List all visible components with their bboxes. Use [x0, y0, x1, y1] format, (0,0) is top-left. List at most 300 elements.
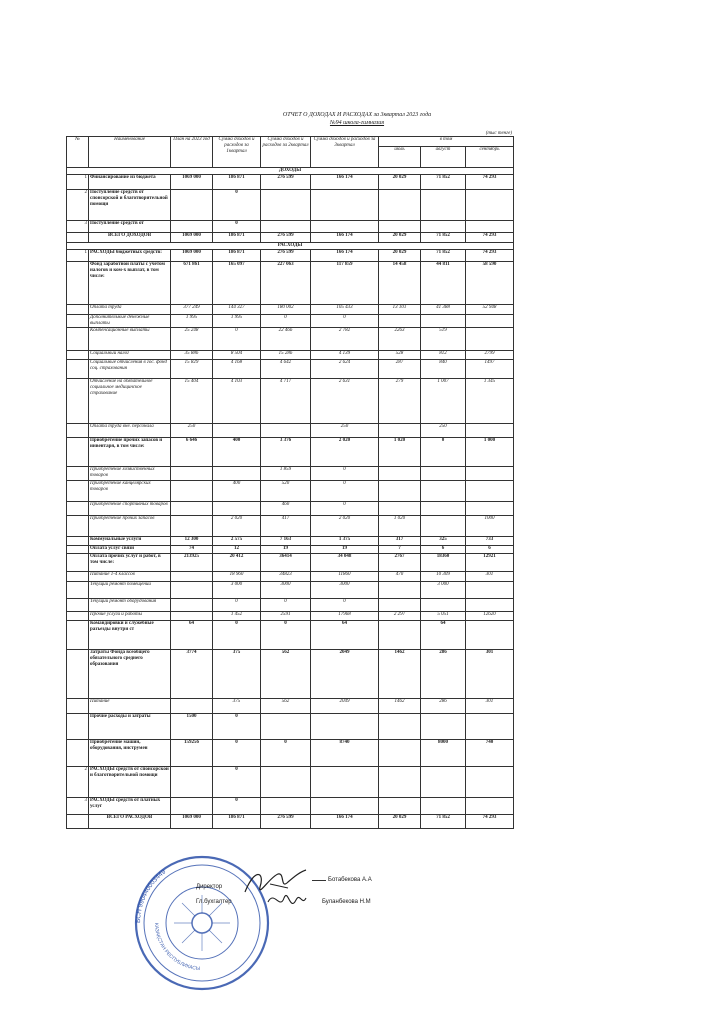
cell-sep: [466, 714, 514, 740]
table-row: [67, 438, 514, 467]
cell-aug: 18360: [421, 554, 466, 572]
cell-sep: [466, 767, 514, 798]
col-plan: План на 2023 год: [171, 137, 213, 168]
cell-name: РАСХОДЫ средств от платных услуг: [89, 798, 171, 815]
cell-no: [67, 650, 89, 699]
cell-q3: 2 020: [311, 438, 379, 467]
cell-q2: 4 642: [261, 360, 311, 379]
cell-name: Питание: [89, 699, 171, 714]
cell-no: [67, 481, 89, 502]
cell-q1: 375: [213, 699, 261, 714]
cell-sep: 733: [466, 537, 514, 546]
cell-no: 1: [67, 250, 89, 262]
cell-jul: 317: [379, 537, 421, 546]
signer-name-2: Буланбекова Н.М: [322, 899, 371, 905]
cell-no: [67, 516, 89, 537]
cell-name: Отчисление на обязательное социальное медицинское страхование: [89, 379, 171, 424]
cell-no: [67, 233, 89, 243]
cell-sep: [466, 190, 514, 221]
table-row: [67, 554, 514, 572]
cell-q1: 186 871: [213, 175, 261, 190]
cell-aug: [421, 599, 466, 612]
cell-q3: 0: [311, 599, 379, 612]
cell-aug: 286: [421, 699, 466, 714]
table-row: [67, 351, 514, 360]
cell-no: 3: [67, 221, 89, 233]
cell-q2: 460: [261, 502, 311, 516]
cell-plan: [171, 767, 213, 798]
cell-jul: [379, 767, 421, 798]
cell-aug: 41 388: [421, 305, 466, 315]
cell-q1: 400: [213, 481, 261, 502]
cell-sep: 74 293: [466, 815, 514, 829]
table-row: [67, 233, 514, 243]
cell-jul: [379, 740, 421, 767]
col-including: в том: [379, 137, 514, 147]
col-q1: Сумма доходов и расходов за 1квартал: [213, 137, 261, 168]
cell-plan: [171, 221, 213, 233]
table-row: [67, 328, 514, 351]
report-title: ОТЧЕТ О ДОХОДАХ И РАСХОДАХ за 3квартал 2023 года: [282, 112, 432, 118]
cell-aug: 1 007: [421, 379, 466, 424]
cell-q1: 4 103: [213, 379, 261, 424]
cell-name: Приобретение прочих запасов и инвентаря, в том числе:: [89, 438, 171, 467]
cell-q1: 0: [213, 714, 261, 740]
cell-jul: 528: [379, 351, 421, 360]
cell-q2: 15 286: [261, 351, 311, 360]
cell-q1: 2 020: [213, 516, 261, 537]
table-row: [67, 190, 514, 221]
cell-aug: 64: [421, 621, 466, 650]
section-income: [67, 168, 514, 175]
cell-q2: 2591: [261, 612, 311, 621]
cell-plan: 6 646: [171, 438, 213, 467]
cell-jul: 2 297: [379, 612, 421, 621]
cell-plan: 3774: [171, 650, 213, 699]
section-label: РАСХОДЫ: [67, 243, 514, 250]
report-subtitle: №94 школа-гимназия: [329, 120, 385, 126]
cell-no: [67, 262, 89, 305]
table-row: [67, 315, 514, 328]
cell-jul: [379, 502, 421, 516]
cell-sep: [466, 582, 514, 599]
cell-q3: [311, 714, 379, 740]
cell-aug: [421, 467, 466, 481]
cell-q1: 186 871: [213, 815, 261, 829]
cell-q2: 276 599: [261, 233, 311, 243]
cell-jul: 14 458: [379, 262, 421, 305]
cell-name: Текущий ремонт оборудования: [89, 599, 171, 612]
cell-q3: [311, 767, 379, 798]
cell-aug: 10 309: [421, 572, 466, 582]
cell-jul: [379, 714, 421, 740]
cell-name: Оплата услуг связи: [89, 546, 171, 554]
cell-name: РАСХОДЫ бюджетных средств:: [89, 250, 171, 262]
cell-no: [67, 546, 89, 554]
cell-name: Финансирование из бюджета: [89, 175, 171, 190]
cell-name: Приобретение машин, оборудования, инструмен: [89, 740, 171, 767]
cell-q2: [261, 767, 311, 798]
cell-name: Приобретение канцелярских товаров: [89, 481, 171, 502]
cell-q1: 186 871: [213, 233, 261, 243]
cell-name: Прочие услуги и работы: [89, 612, 171, 621]
cell-name: Приобретение прочих запасов: [89, 516, 171, 537]
table-row: [67, 815, 514, 829]
cell-jul: 1 020: [379, 438, 421, 467]
cell-aug: [421, 221, 466, 233]
cell-name: Компенсационные выплаты: [89, 328, 171, 351]
cell-q3: 2049: [311, 699, 379, 714]
cell-plan: 15 404: [171, 379, 213, 424]
cell-jul: [379, 481, 421, 502]
cell-jul: [379, 190, 421, 221]
cell-q2: 227 063: [261, 262, 311, 305]
cell-sep: 74 293: [466, 250, 514, 262]
cell-plan: 250: [171, 424, 213, 438]
cell-name: Фонд заработной платы с учетом налогов и ком-х выплат, в том числе:: [89, 262, 171, 305]
cell-jul: 20 029: [379, 250, 421, 262]
cell-jul: [379, 467, 421, 481]
cell-jul: 7: [379, 546, 421, 554]
cell-no: [67, 351, 89, 360]
cell-no: 2: [67, 190, 89, 221]
cell-q2: 1 859: [261, 467, 311, 481]
cell-q2: 0: [261, 315, 311, 328]
cell-q3: 2 624: [311, 360, 379, 379]
cell-plan: 1500: [171, 714, 213, 740]
cell-no: [67, 612, 89, 621]
cell-name: Дополнительные денежные выплаты: [89, 315, 171, 328]
cell-no: 1: [67, 175, 89, 190]
cell-q3: 166 174: [311, 250, 379, 262]
cell-sep: 12620: [466, 612, 514, 621]
cell-q1: 20 412: [213, 554, 261, 572]
col-q2: Сумма доходов и расходов за 2квартал: [261, 137, 311, 168]
cell-q2: [261, 221, 311, 233]
table-row: [67, 699, 514, 714]
signature-line: [312, 880, 326, 881]
section-label: ДОХОДЫ: [67, 168, 514, 175]
cell-q2: 22 466: [261, 328, 311, 351]
cell-q3: 0: [311, 481, 379, 502]
cell-jul: [379, 315, 421, 328]
cell-aug: [421, 190, 466, 221]
cell-no: 2: [67, 767, 89, 798]
cell-sep: [466, 315, 514, 328]
table-row: [67, 262, 514, 305]
cell-q2: 562: [261, 650, 311, 699]
cell-q1: 0: [213, 221, 261, 233]
cell-name: ВСЕГО РАСХОДОВ: [89, 815, 171, 829]
cell-no: [67, 621, 89, 650]
cell-q1: [213, 502, 261, 516]
cell-plan: 1069 000: [171, 233, 213, 243]
cell-jul: [379, 582, 421, 599]
cell-plan: 213925: [171, 554, 213, 572]
cell-no: [67, 360, 89, 379]
cell-aug: 71 852: [421, 233, 466, 243]
cell-aug: 840: [421, 360, 466, 379]
cell-sep: 74 293: [466, 233, 514, 243]
cell-aug: [421, 502, 466, 516]
cell-plan: 12 300: [171, 537, 213, 546]
cell-plan: 74: [171, 546, 213, 554]
cell-jul: 1462: [379, 699, 421, 714]
cell-name: Прочие расходы и затраты: [89, 714, 171, 740]
table-row: [67, 714, 514, 740]
section-expense: [67, 243, 514, 250]
col-jul: июль: [379, 147, 421, 168]
cell-no: [67, 572, 89, 582]
col-name: Наименование: [89, 137, 171, 168]
cell-no: [67, 537, 89, 546]
cell-jul: [379, 424, 421, 438]
table-row: [67, 516, 514, 537]
cell-plan: 1069 000: [171, 250, 213, 262]
table-row: [67, 360, 514, 379]
cell-no: [67, 424, 89, 438]
cell-sep: 58 590: [466, 262, 514, 305]
cell-q3: 2049: [311, 650, 379, 699]
cell-q1: 12: [213, 546, 261, 554]
cell-no: [67, 328, 89, 351]
cell-plan: [171, 612, 213, 621]
cell-name: Затраты Фонда всеобщего обязательного среднего образования: [89, 650, 171, 699]
cell-aug: 6: [421, 546, 466, 554]
cell-q3: 0: [311, 502, 379, 516]
cell-aug: 44 811: [421, 262, 466, 305]
cell-q2: 0: [261, 599, 311, 612]
cell-sep: [466, 599, 514, 612]
cell-aug: [421, 714, 466, 740]
stamp-text: КАЗАҚСТАН РЕСПУБЛИКАСЫ: [152, 922, 201, 973]
cell-plan: 1069 000: [171, 175, 213, 190]
cell-name: Оплата труда вне. персонала: [89, 424, 171, 438]
cell-sep: 301: [466, 572, 514, 582]
cell-name: Питание 1-4 классов: [89, 572, 171, 582]
cell-plan: [171, 502, 213, 516]
cell-aug: [421, 516, 466, 537]
cell-q2: [261, 798, 311, 815]
cell-jul: 279: [379, 379, 421, 424]
cell-q3: 0: [311, 315, 379, 328]
cell-q3: 117 859: [311, 262, 379, 305]
cell-aug: 3 000: [421, 582, 466, 599]
cell-q3: 166 174: [311, 815, 379, 829]
table-row: [67, 481, 514, 502]
cell-name: Приобретение спортивных товаров: [89, 502, 171, 516]
cell-sep: [466, 467, 514, 481]
cell-sep: 1 000: [466, 438, 514, 467]
table-row: [67, 572, 514, 582]
cell-jul: [379, 599, 421, 612]
table-row: [67, 612, 514, 621]
cell-name: Коммунальные услуги: [89, 537, 171, 546]
cell-q1: 0: [213, 621, 261, 650]
cell-plan: 25 248: [171, 328, 213, 351]
cell-q2: 0: [261, 740, 311, 767]
cell-q2: 34823: [261, 572, 311, 582]
cell-q1: 144 327: [213, 305, 261, 315]
cell-sep: 740: [466, 740, 514, 767]
cell-q3: 0: [311, 467, 379, 481]
cell-aug: 8000: [421, 740, 466, 767]
cell-q1: 0: [213, 190, 261, 221]
cell-no: [67, 714, 89, 740]
col-sep: сентябрь: [466, 147, 514, 168]
cell-q1: 18 960: [213, 572, 261, 582]
cell-no: [67, 379, 89, 424]
cell-plan: [171, 798, 213, 815]
cell-jul: 287: [379, 360, 421, 379]
cell-q1: 2 575: [213, 537, 261, 546]
cell-no: [67, 467, 89, 481]
cell-q3: 166 174: [311, 233, 379, 243]
table-row: [67, 582, 514, 599]
cell-q1: 0: [213, 740, 261, 767]
col-aug: август: [421, 147, 466, 168]
cell-jul: 2767: [379, 554, 421, 572]
cell-q3: 1 375: [311, 537, 379, 546]
cell-q3: 2 782: [311, 328, 379, 351]
cell-jul: 20 029: [379, 233, 421, 243]
cell-plan: 15 829: [171, 360, 213, 379]
cell-q2: 180 002: [261, 305, 311, 315]
cell-q1: 400: [213, 438, 261, 467]
cell-aug: [421, 481, 466, 502]
cell-q1: 0: [213, 328, 261, 351]
cell-plan: 1069 000: [171, 815, 213, 829]
cell-aug: 71 852: [421, 815, 466, 829]
cell-plan: 377 249: [171, 305, 213, 315]
cell-q2: 562: [261, 699, 311, 714]
table-row: [67, 650, 514, 699]
table-row: [67, 537, 514, 546]
cell-q3: 11860: [311, 572, 379, 582]
cell-jul: [379, 798, 421, 815]
cell-sep: 74 293: [466, 175, 514, 190]
cell-no: [67, 740, 89, 767]
cell-q2: 3000: [261, 582, 311, 599]
table-row: [67, 599, 514, 612]
cell-q3: 8740: [311, 740, 379, 767]
cell-q2: 0: [261, 621, 311, 650]
cell-q3: 4 139: [311, 351, 379, 360]
cell-q2: [261, 714, 311, 740]
cell-name: Социальные отчисления в гос. фонд соц. страхования: [89, 360, 171, 379]
cell-q2: 276 599: [261, 175, 311, 190]
cell-q3: 64: [311, 621, 379, 650]
cell-q3: 34 048: [311, 554, 379, 572]
table-row: [67, 467, 514, 481]
cell-name: Социальный налог: [89, 351, 171, 360]
report-table: [66, 136, 514, 829]
cell-no: [67, 438, 89, 467]
cell-name: Приобретение хозяйственных товаров: [89, 467, 171, 481]
col-q3: Сумма доходов и расходов за 3квартал: [311, 137, 379, 168]
cell-q2: 36414: [261, 554, 311, 572]
cell-q2: 276 599: [261, 815, 311, 829]
cell-q1: [213, 424, 261, 438]
cell-q1: 4 168: [213, 360, 261, 379]
cell-name: РАСХОДЫ средств от спонсорской и благотворительной помощи: [89, 767, 171, 798]
cell-aug: 5 051: [421, 612, 466, 621]
cell-no: [67, 582, 89, 599]
cell-q1: 0: [213, 767, 261, 798]
cell-plan: [171, 699, 213, 714]
cell-name: ВСЕГО ДОХОДОВ: [89, 233, 171, 243]
cell-aug: 250: [421, 424, 466, 438]
cell-aug: 0: [421, 438, 466, 467]
cell-aug: [421, 315, 466, 328]
cell-sep: [466, 424, 514, 438]
cell-jul: 2263: [379, 328, 421, 351]
cell-sep: 1 345: [466, 379, 514, 424]
cell-plan: [171, 572, 213, 582]
cell-q1: 3 000: [213, 582, 261, 599]
cell-aug: 71 852: [421, 175, 466, 190]
cell-plan: 35 886: [171, 351, 213, 360]
cell-sep: [466, 621, 514, 650]
cell-q2: 276 599: [261, 250, 311, 262]
cell-name: Командировки и служебные разъезды внутри ст: [89, 621, 171, 650]
cell-q1: 1 995: [213, 315, 261, 328]
svg-text:КАЗАҚСТАН РЕСПУБЛИКАСЫ: [153, 923, 201, 972]
cell-plan: 1 995: [171, 315, 213, 328]
table-row: [67, 767, 514, 798]
cell-sep: 6: [466, 546, 514, 554]
cell-plan: 64: [171, 621, 213, 650]
cell-plan: [171, 481, 213, 502]
cell-q1: 165 097: [213, 262, 261, 305]
cell-q1: 375: [213, 650, 261, 699]
cell-jul: 1 020: [379, 516, 421, 537]
table-row: [67, 424, 514, 438]
cell-q3: 3000: [311, 582, 379, 599]
cell-name: Оплата прочих услуг и работ, в том числе:: [89, 554, 171, 572]
cell-plan: [171, 582, 213, 599]
cell-q3: 2 631: [311, 379, 379, 424]
cell-q2: 417: [261, 516, 311, 537]
cell-q3: [311, 798, 379, 815]
table-row: [67, 546, 514, 554]
cell-plan: 671 861: [171, 262, 213, 305]
cell-q1: 186 871: [213, 250, 261, 262]
cell-aug: 71 852: [421, 250, 466, 262]
cell-plan: 159256: [171, 740, 213, 767]
cell-sep: [466, 481, 514, 502]
cell-sep: [466, 328, 514, 351]
cell-q3: [311, 221, 379, 233]
cell-sep: 52 948: [466, 305, 514, 315]
cell-aug: 519: [421, 328, 466, 351]
cell-q2: 19: [261, 546, 311, 554]
cell-q1: 8 504: [213, 351, 261, 360]
cell-jul: [379, 621, 421, 650]
table-row: [67, 221, 514, 233]
table-row: [67, 740, 514, 767]
role-director: Директор: [196, 884, 223, 890]
cell-q3: 105 433: [311, 305, 379, 315]
cell-no: [67, 502, 89, 516]
cell-plan: [171, 599, 213, 612]
header-row: [67, 137, 514, 147]
cell-jul: 20 029: [379, 815, 421, 829]
cell-sep: [466, 502, 514, 516]
cell-no: [67, 315, 89, 328]
table-row: [67, 621, 514, 650]
cell-q3: 17968: [311, 612, 379, 621]
